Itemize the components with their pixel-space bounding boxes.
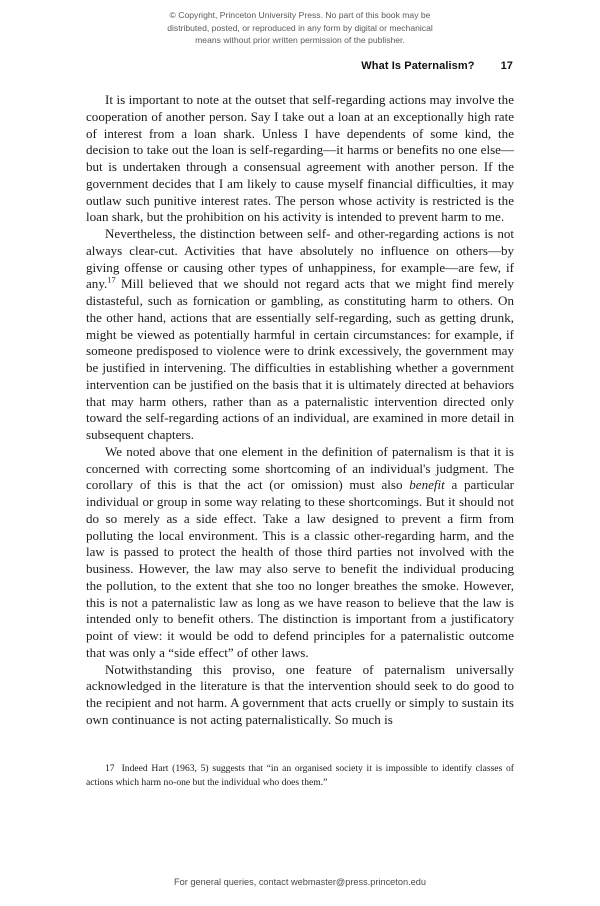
- copyright-notice: [113, 9, 487, 47]
- copyright-line-2: distributed, posted, or reproduced in any form by digital or mechanical: [167, 22, 433, 33]
- paragraph-2: [86, 226, 514, 444]
- paragraph-1: It is important to note at the outset that self-regarding actions may involve the cooperation of another person. Say I take out a loan at an exceptionally high rate of interest from a loan shark. Unless I have dependents of some kind, the decision to take out the loan is self-regarding—it harms or benefits no one else—but is undertaken through a consensual agreement with another person. If the government decides that I am likely to cause myself financial difficulties, it may outlaw such punitive interest rates. The person whose activity is restricted is the loan shark, but the prohibition on his activity is intended to prevent harm to me.: [86, 92, 514, 225]
- running-head: [86, 60, 513, 72]
- emphasis-benefit: benefit: [409, 477, 445, 493]
- page-number: 17: [500, 60, 513, 72]
- paragraph-2-text-after-note: Mill believed that we should not regard acts that we might find merely distasteful, such as fornication or gambling, as constituting harm to others. On the other hand, actions that are essentially self-regarding, such as getting drunk, might be viewed as potentially harmful in certain circumstances: for example, if someone predisposed to violence were to drink excessively, the government may be justified in intervening. The difficulties in establishing whether a government intervention can be justified on the basis that it is ultimately directed at behaviors that may harm others, rather than as a paternalistic intervention directed only toward the self-regarding actions of an individual, are examined in more detail in subsequent chapters.: [86, 276, 514, 442]
- footnote-number: 17: [105, 763, 115, 774]
- running-head-chapter-title: What Is Paternalism?: [361, 60, 475, 72]
- copyright-line-1: © Copyright, Princeton University Press. No part of this book may be: [169, 10, 431, 20]
- paragraph-2-text-before-note: Nevertheless, the distinction between self- and other-regarding actions is not always clear-cut. Activities that have absolutely no influence on others—by giving offense or causing other types of unhappiness, for example—are few, if any.: [86, 226, 514, 292]
- body-text-column: [86, 92, 514, 729]
- footnote-17: [86, 762, 514, 789]
- footnote-text: Indeed Hart (1963, 5) suggests that “in an organised society it is impossible to identify classes of actions which harm no-one but the individual who does them.”: [86, 763, 514, 788]
- footnote-reference-17[interactable]: 17: [107, 275, 116, 285]
- paragraph-3: [86, 444, 514, 662]
- footnote-area: [86, 762, 514, 789]
- paragraph-4: Notwithstanding this proviso, one feature of paternalism universally acknowledged in the literature is that the intervention should seek to do good to the recipient and not harm. A government that acts cruelly or simply to sustain its own continuance is not acting paternalistically. So much is: [86, 661, 514, 727]
- copyright-line-3: means without prior written permission of the publisher.: [195, 35, 405, 46]
- paragraph-3-text-before-emphasis: We noted above that one element in the definition of paternalism is that it is concerned with correcting some shortcoming of an individual's judgment. The corollary of this is that the act (or omission) must also: [86, 443, 514, 493]
- footer-contact-text: For general queries, contact webmaster@press.princeton.edu: [174, 877, 426, 887]
- page-footer: [0, 877, 600, 887]
- paragraph-3-text-after-emphasis: a particular individual or group in some way relating to these shortcomings. But it should not do so merely as a side effect. Take a law designed to prevent a firm from polluting the local environment. This is a classic other-regarding harm, and the law is passed to protect the health of those third parties not involved with the business. However, the law may also serve to benefit the individual producing the pollution, to the extent that she too no longer breathes the smoke. However, this is not a paternalistic law as long as we have reason to believe that the law is intended only to benefit others. The distinction is important from a justificatory point of view: it would be odd to defend principles for a paternalistic outcome that was only a “side effect” of other laws.: [86, 477, 515, 660]
